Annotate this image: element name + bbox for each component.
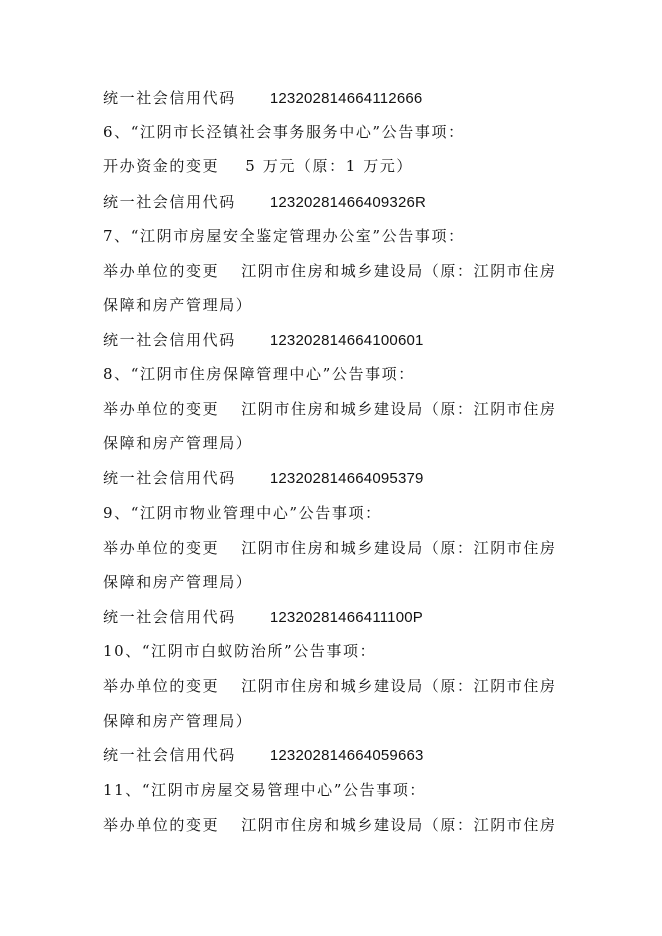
fund-change-label: 开办资金的变更 [103,157,220,175]
item-7-title: 7、“江阴市房屋安全鉴定管理办公室”公告事项： [103,227,465,245]
credit-code-label: 统一社会信用代码 [103,469,236,487]
item-10-credit-code-line [103,745,424,766]
fund-change-value: 5 万元（原：1 万元） [245,157,414,175]
sponsor-change-value: 江阴市住房和城乡建设局（原：江阴市住房 [241,539,557,557]
sponsor-change-value: 江阴市住房和城乡建设局（原：江阴市住房 [241,677,557,695]
sponsor-change-value: 江阴市住房和城乡建设局（原：江阴市住房 [241,816,557,834]
sponsor-change-label: 举办单位的变更 [103,539,220,557]
credit-code-label: 统一社会信用代码 [103,193,236,211]
item-8-title: 8、“江阴市住房保障管理中心”公告事项： [103,365,415,383]
credit-code-value: 123202814664059663 [269,747,424,764]
item-11-title: 11、“江阴市房屋交易管理中心”公告事项： [103,781,427,799]
item-8-sponsor-old-cont: 保障和房产管理局） [103,434,253,452]
item-6-fund-change [103,156,413,176]
sponsor-change-value: 江阴市住房和城乡建设局（原：江阴市住房 [241,400,557,418]
credit-code-value: 123202814664095379 [269,470,424,487]
sponsor-change-value: 江阴市住房和城乡建设局（原：江阴市住房 [241,262,557,280]
credit-code-value: 123202814664112666 [269,90,423,107]
item-7-sponsor-change [103,261,557,281]
item-7-credit-code-line [103,330,424,351]
item-9-sponsor-old-cont: 保障和房产管理局） [103,573,253,591]
item-10-title: 10、“江阴市白蚁防治所”公告事项： [103,642,377,660]
sponsor-change-label: 举办单位的变更 [103,262,220,280]
credit-code-label: 统一社会信用代码 [103,89,236,107]
item-7-sponsor-old-cont: 保障和房产管理局） [103,296,253,314]
credit-code-value: 123202814664100601 [269,332,424,349]
credit-code-value: 12320281466409326R [269,194,427,211]
item-6-title: 6、“江阴市长泾镇社会事务服务中心”公告事项： [103,123,465,141]
item-6-credit-code-line [103,192,426,213]
sponsor-change-label: 举办单位的变更 [103,816,220,834]
item-9-title: 9、“江阴市物业管理中心”公告事项： [103,504,382,522]
item-9-sponsor-change [103,538,557,558]
credit-code-label: 统一社会信用代码 [103,746,236,764]
credit-code-value: 12320281466411100P [269,609,424,626]
item-11-sponsor-change [103,815,557,835]
credit-code-label: 统一社会信用代码 [103,608,236,626]
item-8-credit-code-line [103,468,424,489]
item-9-credit-code-line [103,607,423,628]
sponsor-change-label: 举办单位的变更 [103,400,220,418]
sponsor-change-label: 举办单位的变更 [103,677,220,695]
item-10-sponsor-old-cont: 保障和房产管理局） [103,712,253,730]
item-8-sponsor-change [103,399,557,419]
credit-code-label: 统一社会信用代码 [103,331,236,349]
item-10-sponsor-change [103,676,557,696]
credit-code-line [103,88,422,109]
